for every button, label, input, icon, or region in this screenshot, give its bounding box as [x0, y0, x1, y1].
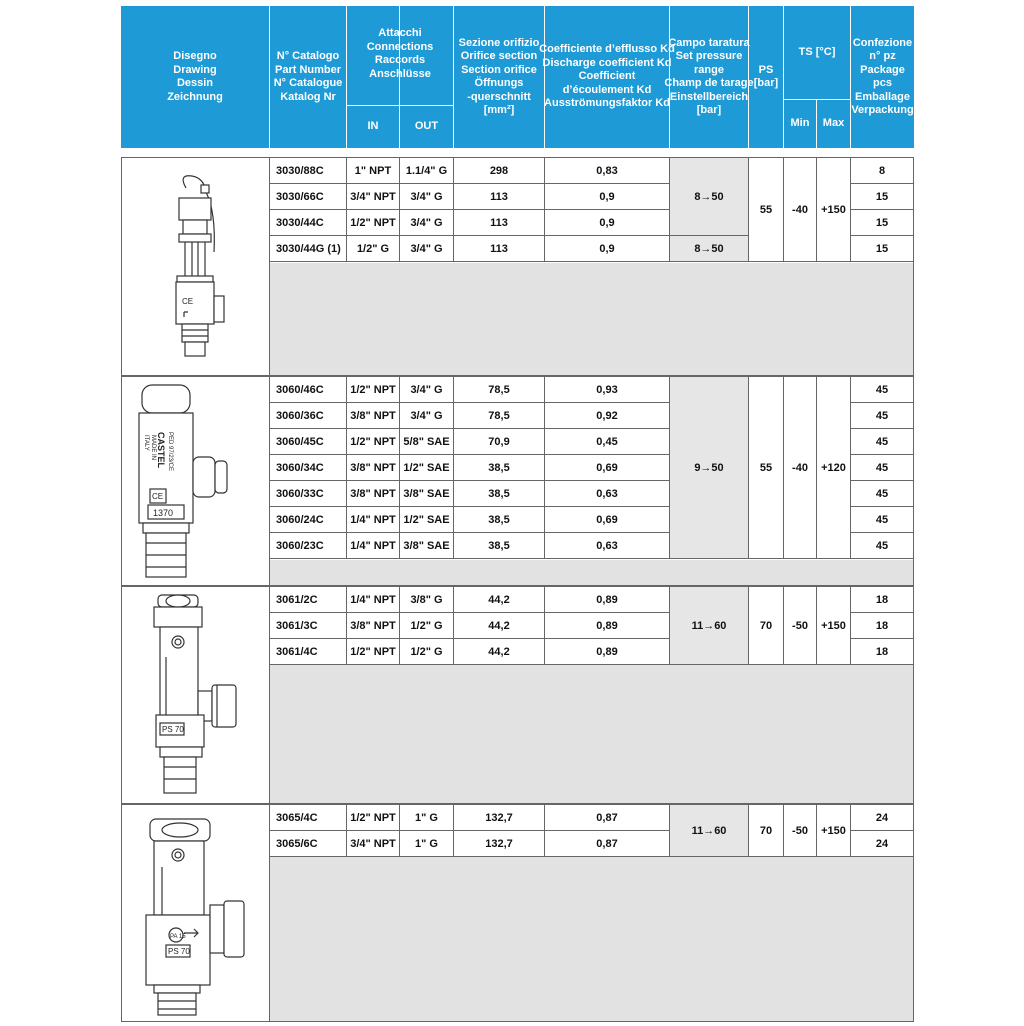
- header-out: OUT: [414, 120, 439, 133]
- cell-out: 1" G: [400, 805, 454, 831]
- cell-kd: 0,9: [545, 236, 670, 262]
- cell-in: 1/2" NPT: [347, 805, 400, 831]
- cell-part: 3060/24C: [270, 507, 347, 533]
- cell-pack: 24: [851, 831, 914, 857]
- cell-out: 3/4" G: [400, 184, 454, 210]
- cell-out: 1/2" SAE: [400, 507, 454, 533]
- valve-drawing-3030: [122, 158, 270, 375]
- cell-pack: 15: [851, 236, 914, 262]
- cell-orifice: 113: [454, 210, 545, 236]
- header-connections: Attacchi Connections Raccords Anschlüsse: [366, 27, 434, 80]
- cell-in: 1/4" NPT: [347, 533, 400, 559]
- cell-part: 3030/44G (1): [270, 236, 347, 262]
- cell-pack: 45: [851, 377, 914, 403]
- cell-pack: 45: [851, 403, 914, 429]
- cell-kd: 0,89: [545, 587, 670, 613]
- cell-max-merged: +150: [817, 158, 851, 262]
- cell-pack: 45: [851, 533, 914, 559]
- cell-pack: 18: [851, 613, 914, 639]
- cell-max-merged: +150: [817, 805, 851, 857]
- cell-ps-merged: 55: [749, 377, 784, 559]
- table-header: [121, 6, 914, 148]
- ce-mark-3030: CE: [182, 297, 194, 306]
- cell-ps-merged: 70: [749, 587, 784, 665]
- cell-part: 3030/44C: [270, 210, 347, 236]
- cell-kd: 0,45: [545, 429, 670, 455]
- cell-orifice: 44,2: [454, 639, 545, 665]
- cell-orifice: 298: [454, 158, 545, 184]
- cell-pack: 8: [851, 158, 914, 184]
- cell-out: 5/8" SAE: [400, 429, 454, 455]
- drawing-1370: 1370: [153, 508, 174, 518]
- cell-orifice: 38,5: [454, 481, 545, 507]
- product-group-3060: [121, 376, 914, 586]
- cell-orifice: 113: [454, 184, 545, 210]
- cell-kd: 0,92: [545, 403, 670, 429]
- cell-in: 1" NPT: [347, 158, 400, 184]
- header-drawing: Disegno Drawing Dessin Zeichnung: [167, 50, 223, 103]
- product-group-3061: [121, 586, 914, 804]
- drawing-pa15: PA 15: [170, 934, 186, 940]
- cell-out: 3/4" G: [400, 236, 454, 262]
- cell-ps-merged: 55: [749, 158, 784, 262]
- cell-min-merged: -50: [784, 587, 817, 665]
- cell-in: 1/2" NPT: [347, 377, 400, 403]
- cell-part: 3060/46C: [270, 377, 347, 403]
- valve-drawing-3060: [122, 377, 270, 585]
- cell-part: 3060/36C: [270, 403, 347, 429]
- drawing-castel-brand: CASTEL: [156, 432, 166, 468]
- header-part-number: N° Catalogo Part Number N° Catalogue Katalog Nr: [273, 50, 343, 103]
- cell-pack: 45: [851, 429, 914, 455]
- cell-part: 3030/88C: [270, 158, 347, 184]
- cell-out: 3/4" G: [400, 403, 454, 429]
- cell-min-merged: -40: [784, 377, 817, 559]
- cell-orifice: 38,5: [454, 455, 545, 481]
- cell-in: 1/2" NPT: [347, 429, 400, 455]
- cell-orifice: 38,5: [454, 507, 545, 533]
- cell-kd: 0,69: [545, 507, 670, 533]
- cell-range-merged: 11→60: [670, 587, 749, 665]
- cell-kd: 0,89: [545, 639, 670, 665]
- cell-out: 1.1/4" G: [400, 158, 454, 184]
- cell-kd: 0,69: [545, 455, 670, 481]
- valve-drawing-3061: [122, 587, 270, 803]
- cell-pack: 18: [851, 639, 914, 665]
- cell-out: 3/4" G: [400, 210, 454, 236]
- cell-in: 3/4" NPT: [347, 184, 400, 210]
- drawing-made-in: MADE IN: [150, 435, 156, 461]
- cell-in: 3/8" NPT: [347, 613, 400, 639]
- cell-in: 3/4" NPT: [347, 831, 400, 857]
- cell-part: 3060/34C: [270, 455, 347, 481]
- cell-part: 3065/4C: [270, 805, 347, 831]
- cell-orifice: 113: [454, 236, 545, 262]
- cell-ps-merged: 70: [749, 805, 784, 857]
- product-group-3065: [121, 804, 914, 1022]
- cell-in: 1/2" G: [347, 236, 400, 262]
- cell-part: 3060/45C: [270, 429, 347, 455]
- header-ts-min: Min: [790, 117, 810, 130]
- cell-range-merged: 9→50: [670, 377, 749, 559]
- cell-max-merged: +120: [817, 377, 851, 559]
- cell-orifice: 132,7: [454, 831, 545, 857]
- cell-in: 3/8" NPT: [347, 455, 400, 481]
- drawing-ps70: PS 70: [168, 947, 190, 956]
- cell-kd: 0,9: [545, 184, 670, 210]
- cell-pack: 18: [851, 587, 914, 613]
- cell-pack: 45: [851, 481, 914, 507]
- cell-part: 3060/33C: [270, 481, 347, 507]
- header-orifice: Sezione orifizio Orifice section Section orifice Öffnungs -querschnitt [mm²]: [458, 36, 540, 116]
- cell-orifice: 38,5: [454, 533, 545, 559]
- cell-kd: 0,63: [545, 481, 670, 507]
- cell-kd: 0,87: [545, 805, 670, 831]
- cell-part: 3061/4C: [270, 639, 347, 665]
- cell-pack: 24: [851, 805, 914, 831]
- drawing-italy: ITALY: [143, 435, 149, 451]
- cell-orifice: 78,5: [454, 377, 545, 403]
- cell-range-merged: 8→50: [670, 158, 749, 236]
- cell-in: 1/4" NPT: [347, 587, 400, 613]
- drawing-ce-mark: CE: [152, 492, 164, 501]
- cell-min-merged: -40: [784, 158, 817, 262]
- cell-part: 3061/2C: [270, 587, 347, 613]
- cell-out: 1" G: [400, 831, 454, 857]
- cell-in: 1/4" NPT: [347, 507, 400, 533]
- cell-min-merged: -50: [784, 805, 817, 857]
- cell-kd: 0,93: [545, 377, 670, 403]
- cell-range-merged: 8→50: [670, 236, 749, 262]
- cell-orifice: 132,7: [454, 805, 545, 831]
- cell-part: 3065/6C: [270, 831, 347, 857]
- cell-kd: 0,87: [545, 831, 670, 857]
- header-package: Confezione n° pz Package pcs Emballage Verpackung: [851, 36, 914, 116]
- cell-range-merged: 11→60: [670, 805, 749, 857]
- cell-kd: 0,63: [545, 533, 670, 559]
- cell-orifice: 78,5: [454, 403, 545, 429]
- cell-out: 1/2" G: [400, 639, 454, 665]
- valve-drawing-3065: [122, 805, 270, 1021]
- cell-kd: 0,89: [545, 613, 670, 639]
- cell-pack: 15: [851, 184, 914, 210]
- header-set-pressure-range: Campo taratura Set pressure range Champ de tarage Einstellbereich [bar]: [664, 36, 754, 116]
- cell-out: 3/4" G: [400, 377, 454, 403]
- cell-kd: 0,9: [545, 210, 670, 236]
- cell-in: 1/2" NPT: [347, 639, 400, 665]
- cell-out: 1/2" G: [400, 613, 454, 639]
- cell-part: 3060/23C: [270, 533, 347, 559]
- cell-in: 3/8" NPT: [347, 481, 400, 507]
- drawing-ps70: PS 70: [162, 725, 184, 734]
- header-discharge-coefficient: Coefficiente d’efflusso Kd Discharge coefficient Kd Coefficient d’écoulement Kd Ausströmungsfaktor Kd: [539, 43, 675, 110]
- cell-out: 3/8" G: [400, 587, 454, 613]
- header-in: IN: [367, 120, 379, 133]
- cell-out: 3/8" SAE: [400, 533, 454, 559]
- cell-kd: 0,83: [545, 158, 670, 184]
- cell-orifice: 44,2: [454, 613, 545, 639]
- cell-max-merged: +150: [817, 587, 851, 665]
- header-ts: TS [°C]: [798, 45, 836, 58]
- cell-pack: 15: [851, 210, 914, 236]
- cell-pack: 45: [851, 455, 914, 481]
- cell-orifice: 44,2: [454, 587, 545, 613]
- cell-orifice: 70,9: [454, 429, 545, 455]
- cell-part: 3030/66C: [270, 184, 347, 210]
- cell-in: 3/8" NPT: [347, 403, 400, 429]
- header-ps: PS [bar]: [753, 63, 779, 89]
- cell-out: 1/2" SAE: [400, 455, 454, 481]
- cell-out: 3/8" SAE: [400, 481, 454, 507]
- cell-in: 1/2" NPT: [347, 210, 400, 236]
- header-ts-max: Max: [822, 117, 845, 130]
- cell-part: 3061/3C: [270, 613, 347, 639]
- product-group-3030: [121, 157, 914, 376]
- cell-pack: 45: [851, 507, 914, 533]
- drawing-ped: PED 97/23/CE: [167, 432, 173, 472]
